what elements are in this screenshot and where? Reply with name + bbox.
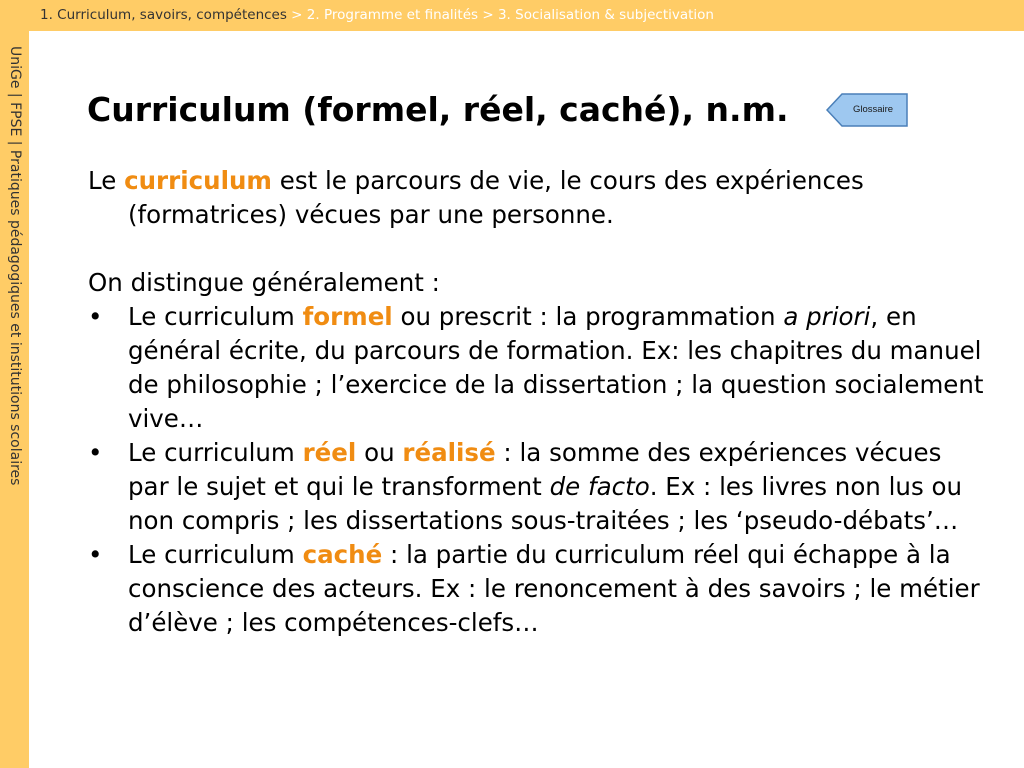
- page-title: Curriculum (formel, réel, caché), n.m.: [87, 90, 789, 129]
- breadcrumb-item-programme[interactable]: 2. Programme et finalités: [306, 7, 479, 23]
- bullet-text: Le curriculum: [128, 302, 303, 331]
- list-item: [88, 538, 988, 640]
- bullet-text: ou: [356, 438, 403, 467]
- list-item: [88, 300, 988, 436]
- sidebar-course-label: UniGe | FPSE | Pratiques pédagogiques et institutions scolaires: [7, 46, 23, 486]
- list-item: [88, 436, 988, 538]
- term-reel: réel: [302, 438, 357, 467]
- italic-text: de facto: [549, 472, 650, 501]
- bullet-text: , en général écrite, du parcours de formation. Ex: les chapitres du manuel de philosophie ; l’exercice de la dissertation ; la question socialement vive…: [128, 302, 984, 433]
- term-cache: caché: [302, 540, 383, 569]
- breadcrumb: [40, 6, 714, 24]
- bullet-text: : la partie du curriculum réel qui échappe à la conscience des acteurs. Ex : le renoncement à des savoirs ; le métier d’élève ; les compétences-clefs…: [128, 540, 980, 637]
- breadcrumb-separator: >: [286, 7, 307, 23]
- definition-text: est le parcours de vie, le cours des expériences (formatrices) vécues par une personne.: [128, 166, 864, 229]
- breadcrumb-item-socialisation[interactable]: 3. Socialisation & subjectivation: [497, 7, 714, 23]
- glossary-button-label: Glossaire: [852, 104, 894, 115]
- intro-paragraph: On distingue généralement :: [88, 268, 440, 297]
- bullet-text: : la somme des expériences vécues par le sujet et qui le transforment: [128, 438, 942, 501]
- glossary-button[interactable]: [826, 93, 908, 127]
- top-bar: [0, 0, 1024, 31]
- bullet-text: Le curriculum: [128, 438, 303, 467]
- term-realise: réalisé: [402, 438, 496, 467]
- italic-text: a priori: [783, 302, 871, 331]
- definition-paragraph: [88, 164, 988, 232]
- bullet-text: . Ex : les livres non lus ou non compris ; les dissertations sous-traitées ; les ‘pseudo-débats’…: [128, 472, 963, 535]
- breadcrumb-separator: >: [478, 7, 498, 23]
- definition-text: Le: [88, 166, 125, 195]
- breadcrumb-item-curriculum[interactable]: 1. Curriculum, savoirs, compétences: [40, 7, 287, 23]
- bullet-text: ou prescrit : la programmation: [392, 302, 784, 331]
- bullet-text: Le curriculum: [128, 540, 303, 569]
- bullet-list: [88, 300, 988, 640]
- slide-content: [88, 164, 988, 640]
- term-curriculum: curriculum: [124, 166, 272, 195]
- term-formel: formel: [302, 302, 393, 331]
